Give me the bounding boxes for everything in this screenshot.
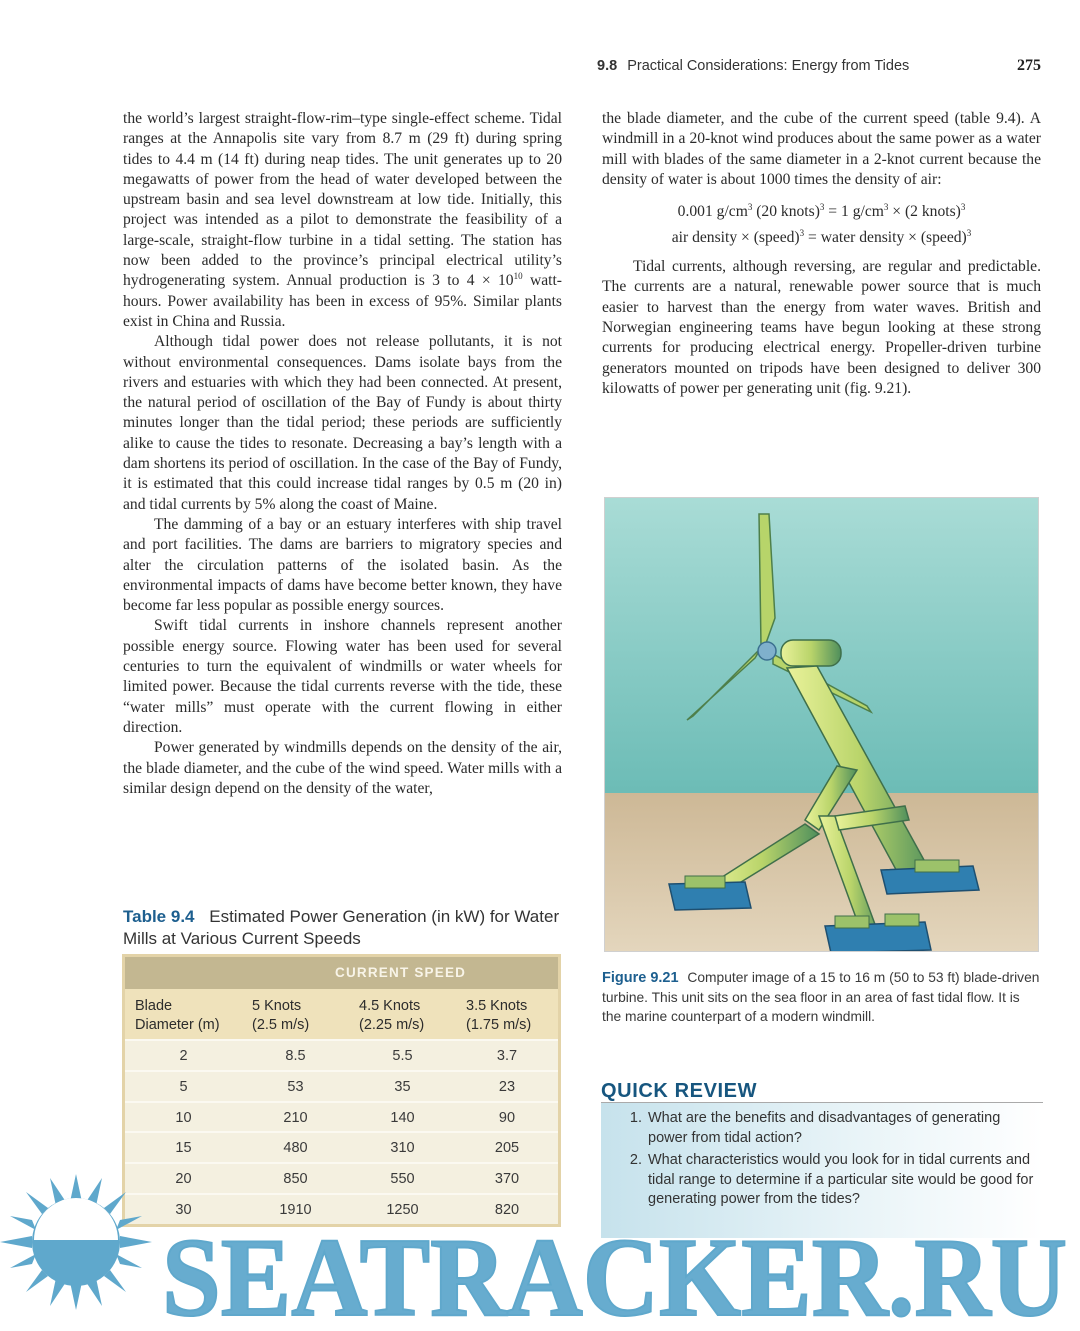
table-cell: 480	[283, 1140, 308, 1157]
review-question: 2. What characteristics would you look for in tidal currents and tidal range to determine if a particular site would be good for generating power from the tides?	[629, 1152, 1034, 1207]
paragraph: Tidal currents, although reversing, are regular and predictable. The currents are a natural, renewable power source that is much easier to harvest than the energy from water waves. British and Norwegian engineering teams have begun looking at these strong currents for producing electrical energy. Propeller-driven turbine generators mounted on tripods have been designed to deliver 300 kilowatts of power per generating unit (fig. 9.21).	[602, 258, 1041, 397]
table-cell: 90	[498, 1109, 516, 1126]
table-cell: 550	[390, 1171, 415, 1188]
table-cell: 35	[394, 1078, 411, 1095]
table-cell: 8.5	[285, 1048, 306, 1064]
table-cell: 2	[179, 1048, 188, 1064]
table-label: Table 9.4	[123, 907, 195, 926]
quick-review-body	[601, 1102, 1043, 1238]
table-cell: 850	[283, 1171, 308, 1188]
review-question: 1. What are the benefits and disadvantages of generating power from tidal action?	[629, 1110, 1001, 1146]
table-row	[125, 1162, 558, 1193]
power-generation-table	[122, 954, 561, 1227]
equation-1: 0.001 $g/cm^3$ (20 knots)$^3$ = 1 $g/cm^3 \times (2$ knots)$^3$	[677, 202, 966, 221]
table-cell: 820	[494, 1201, 520, 1218]
paragraph: Although tidal power does not release pollutants, it is not without environmental consequences. Dams isolate bays from the rivers and estuaries with which they had been connected. At present, the natural period of oscillation of the Bay of Fundy is about thirty minutes longer than the tidal period; these periods are sufficiently alike to cause the tides to resonate. Decreasing a bay’s length with a dam shortens its period of oscillation. In the case of the Bay of Fundy, it is estimated that this could increase tidal ranges by 0.5 m (20 in) and tidal currents by 5% along the coast of Maine.	[123, 333, 562, 513]
figure-image	[604, 497, 1039, 952]
table-group-header: CURRENT SPEED	[125, 957, 558, 989]
page-number: 275	[1017, 57, 1041, 74]
table-title: Estimated Power Generation (in kW) for Water Mills at Various Current Speeds	[123, 907, 560, 948]
column-header: 4.5 Knots (2.25 m/s)	[359, 998, 425, 1033]
table-row	[125, 1039, 558, 1070]
table-row	[125, 1101, 558, 1132]
table-cell: 20	[175, 1171, 192, 1188]
right-column	[602, 109, 1041, 399]
table-cell: 1250	[386, 1201, 419, 1218]
equation-block	[602, 199, 1041, 251]
paragraph: Swift tidal currents in inshore channels represent another possible energy source. Flowing water has been used for several centuries to turn the equivalent of windmills or water wheels for limited power. Because the tidal currents reverse with the tide, these “water mills” must operate with the current flowing in either direction.	[123, 617, 562, 736]
paragraph: the world’s largest straight-flow-rim–type single-effect scheme. Tidal ranges at the Annapolis site vary from 8.7 m (29 ft) during spring tides to 4.4 m (14 ft) during neap tides. The unit generates up to 20 megawatts of power from the head of water developed between the upstream basin and sea level downstream at low tide. Initially, this project was intended as a pilot to demonstrate the feasibility of a large-scale, straight-flow turbine in a tidal setting. The station has now been added to the province’s principal electrical utility’s hydrogenerating system. Annual production is 3 to $4 \times 10^{10}$ watt-hours. Power availability has been in excess of 95%. Similar plants exist in China and Russia.	[123, 110, 562, 330]
table-cell: 5	[179, 1078, 188, 1095]
left-column	[123, 109, 562, 799]
column-header: 3.5 Knots (1.75 m/s)	[466, 998, 532, 1033]
quick-review-title: QUICK REVIEW	[601, 1080, 758, 1102]
column-header: 5 Knots (2.5 m/s)	[252, 998, 310, 1033]
paragraph: the blade diameter, and the cube of the current speed (table 9.4). A windmill in a 20-knot wind produces about the same power as a water mill with blades of the same diameter in a 2-knot current because the density of water is about 1000 times the density of air:	[602, 110, 1041, 188]
table-cell: 3.7	[496, 1048, 518, 1064]
table-cell: 210	[283, 1109, 308, 1126]
table-cell: 23	[498, 1078, 516, 1095]
table-cell: 30	[175, 1201, 192, 1218]
table-cell: 53	[287, 1078, 304, 1095]
table-row	[125, 1070, 558, 1101]
section-title: Practical Considerations: Energy from Tides	[627, 58, 910, 74]
table-caption	[123, 906, 563, 950]
figure-label: Figure 9.21	[602, 970, 679, 986]
tidal-turbine-illustration-icon	[605, 498, 1039, 952]
figure-caption-text: Computer image of a 15 to 16 m (50 to 53 ft) blade-driven turbine. This unit sits on the sea floor in an area of fast tidal flow. It is the marine counterpart of a modern windmill.	[602, 970, 1040, 1024]
table-header-row	[125, 989, 558, 1039]
table-row	[125, 1193, 558, 1224]
quick-review-box	[601, 1078, 1043, 1238]
table-cell: 1910	[279, 1201, 312, 1218]
table-cell: 10	[175, 1109, 192, 1126]
watermark-text: SEATRACKER.RU	[162, 1216, 1067, 1331]
table-cell: 370	[494, 1171, 520, 1188]
paragraph: The damming of a bay or an estuary interferes with ship travel and port facilities. The dams are barriers to migratory species and alter the circulation patterns of the isolated basin. As the environmental impacts of dams have become better known, they have become far less popular as possible energy sources.	[123, 515, 562, 615]
table-cell: 15	[175, 1140, 192, 1157]
table-cell: 5.5	[392, 1048, 413, 1064]
table-cell: 205	[494, 1140, 520, 1157]
table-cell: 140	[390, 1109, 415, 1126]
figure-caption	[602, 968, 1042, 1026]
table-row	[125, 1131, 558, 1162]
column-header: Blade Diameter (m)	[135, 998, 220, 1033]
paragraph: Power generated by windmills depends on the density of the air, the blade diameter, and the cube of the wind speed. Water mills with a similar design depend on the density of the water,	[123, 739, 562, 797]
table-cell: 310	[390, 1140, 415, 1157]
equation-2: air density × (speed)$^3$ = water density × (speed)$^3$	[671, 228, 972, 247]
running-head	[597, 58, 1043, 80]
section-number: 9.8	[597, 58, 618, 74]
